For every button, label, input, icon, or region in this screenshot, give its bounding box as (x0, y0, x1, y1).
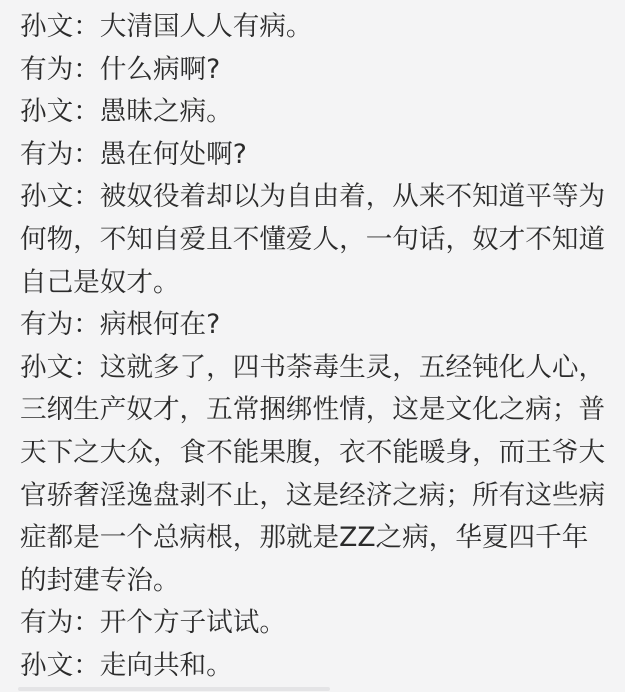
dialogue-line (20, 347, 608, 603)
cropped-next-line-artifact (18, 687, 330, 691)
speaker-name: 有为 (20, 607, 74, 639)
utterance-text: 这就多了，四书荼毒生灵，五经钝化人心，三纲生产奴才，五常捆绑性情，这是文化之病；普天下之大众，食不能果腹，衣不能暖身，而王爷大官骄奢淫逸盘剥不止，这是经济之病；所有这些病症都是一个总病根，那就是ZZ之病，华夏四千年的封建专治。 (20, 351, 606, 596)
dialogue (20, 6, 608, 688)
dialogue-line (20, 176, 608, 304)
speaker-name: 孙文 (20, 96, 74, 128)
speaker-colon: ： (73, 11, 100, 42)
utterance-text: 什么病啊? (99, 53, 221, 85)
speaker-colon: ： (73, 649, 100, 681)
speaker-name: 孙文 (20, 351, 74, 383)
speaker-name: 孙文 (20, 181, 74, 213)
dialogue-line (20, 645, 608, 688)
speaker-name: 有为 (20, 138, 74, 170)
dialogue-line (20, 134, 608, 177)
dialogue-line (20, 6, 608, 49)
speaker-colon: ： (73, 607, 100, 639)
dialogue-line (20, 602, 608, 645)
utterance-text: 愚在何处啊? (99, 138, 247, 170)
speaker-name: 有为 (20, 53, 74, 85)
speaker-colon: ： (73, 138, 100, 170)
utterance-text: 病根何在? (99, 309, 221, 341)
dialogue-line (20, 49, 608, 92)
speaker-colon: ： (73, 181, 100, 213)
dialogue-line (20, 304, 608, 347)
utterance-text: 大清国人人有病。 (99, 11, 313, 42)
speaker-colon: ： (73, 96, 100, 128)
dialogue-line (20, 91, 608, 134)
utterance-text: 开个方子试试。 (99, 607, 286, 639)
speaker-name: 有为 (20, 309, 74, 341)
speaker-colon: ： (73, 309, 100, 341)
speaker-colon: ： (73, 351, 100, 383)
speaker-name: 孙文 (20, 649, 74, 681)
speaker-colon: ： (73, 53, 100, 85)
speaker-name: 孙文 (20, 11, 74, 42)
utterance-text: 走向共和。 (99, 649, 233, 681)
utterance-text: 愚昧之病。 (99, 96, 233, 128)
utterance-text: 被奴役着却以为自由着，从来不知道平等为何物，不知自爱且不懂爱人，一句话，奴才不知道自己是奴才。 (20, 181, 606, 298)
